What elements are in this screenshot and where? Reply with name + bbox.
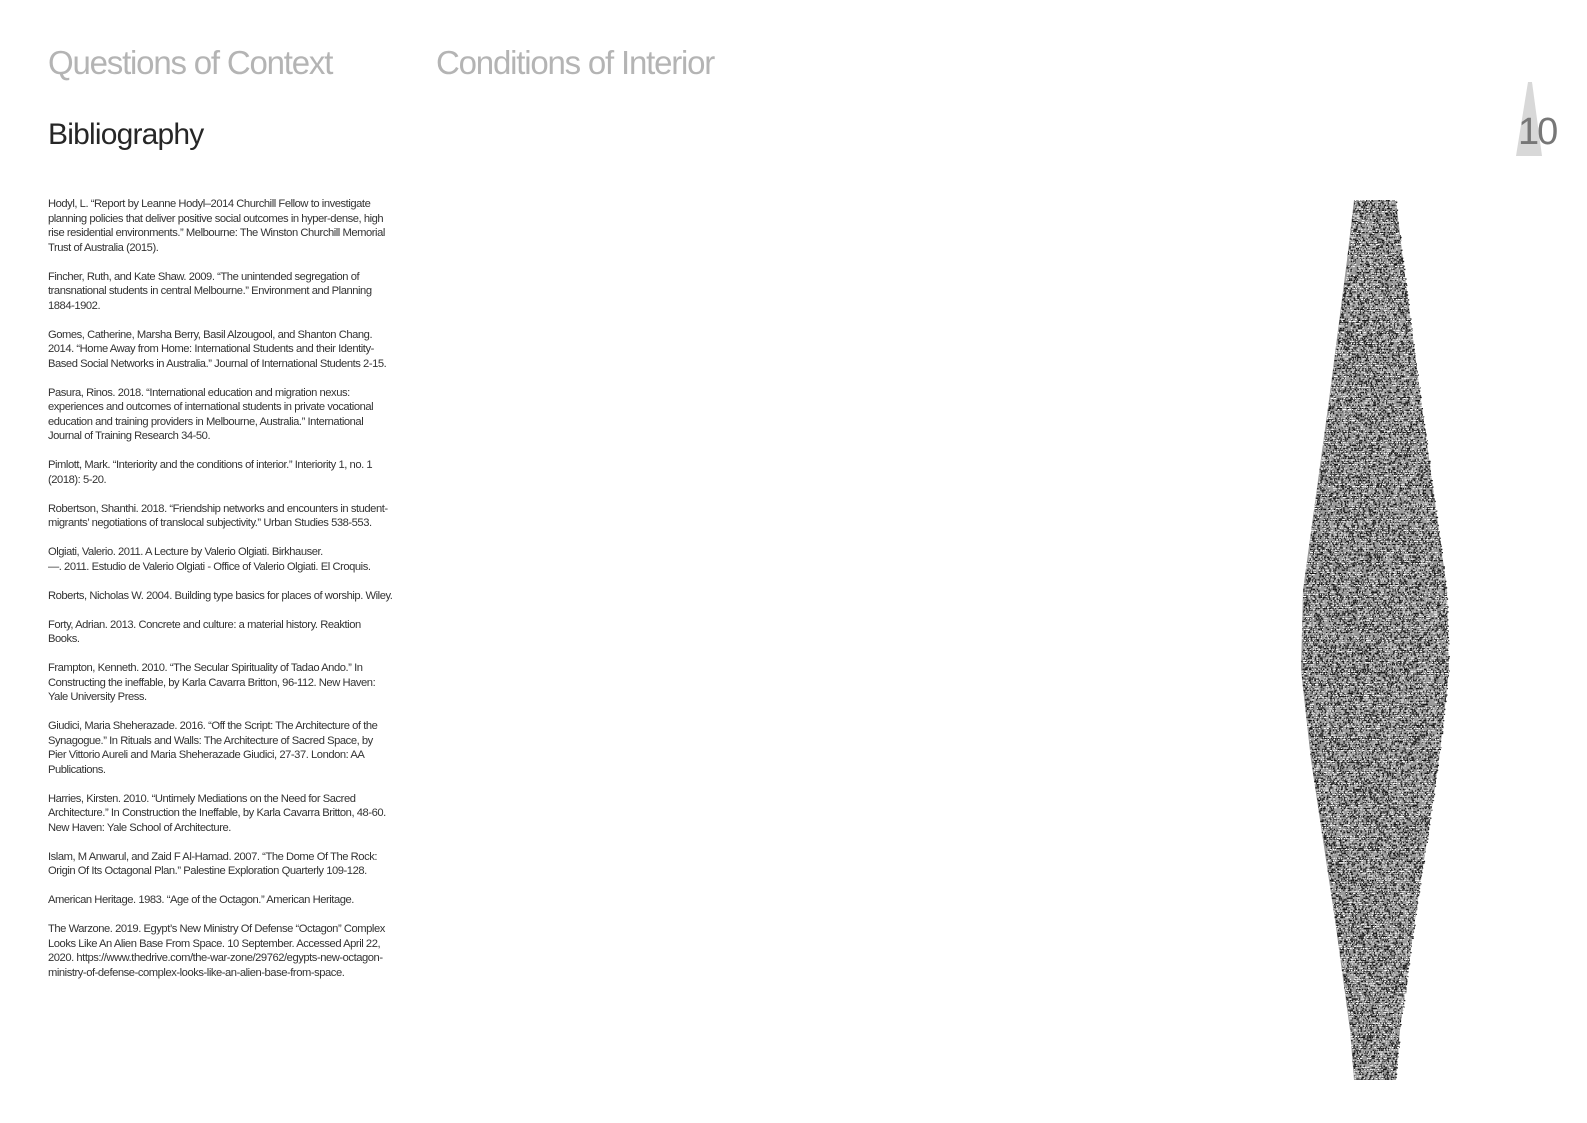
- section-heading-bibliography: Bibliography: [48, 118, 204, 151]
- stippled-column-figure: [1295, 200, 1455, 1080]
- bibliography-entry: Pasura, Rinos. 2018. “International education and migration nexus: experiences and outcomes of international students in private vocational education and training providers in Melbourne, Australia.” International Journal of Training Research 34-50.: [48, 386, 374, 442]
- bibliography-entry: Frampton, Kenneth. 2010. “The Secular Spirituality of Tadao Ando.” In Constructing the ineffable, by Karla Cavarra Britton, 96-112. New Haven: Yale University Press.: [48, 662, 376, 703]
- bibliography-list: [48, 197, 393, 995]
- bibliography-entry: Pimlott, Mark. “Interiority and the conditions of interior.” Interiority 1, no. 1 (2018): 5-20.: [48, 459, 373, 486]
- bibliography-entry: Roberts, Nicholas W. 2004. Building type basics for places of worship. Wiley.: [48, 589, 393, 602]
- bibliography-entry: Robertson, Shanthi. 2018. “Friendship networks and encounters in student-migrants’ negotiations of translocal subjectivity.” Urban Studies 538-553.: [48, 502, 388, 529]
- bibliography-entry: Forty, Adrian. 2013. Concrete and culture: a material history. Reaktion Books.: [48, 618, 361, 645]
- bibliography-entry: Hodyl, L. “Report by Leanne Hodyl–2014 Churchill Fellow to investigate planning policies that deliver positive social outcomes in hyper-dense, high rise residential environments.” Melbourne: The Winston Churchill Memorial Trust of Australia (2015).: [48, 198, 385, 254]
- header-title-questions-of-context: Questions of Context: [48, 44, 333, 81]
- bibliography-entry: The Warzone. 2019. Egypt’s New Ministry Of Defense “Octagon” Complex Looks Like An Alien Base From Space. 10 September. Accessed April 22, 2020. https://www.thedrive.com/the-war-zone/29762/egypts-new-octagon-ministry-of-defense-complex-looks-like-an-alien-base-from-space.: [48, 923, 385, 979]
- header-title-conditions-of-interior: Conditions of Interior: [436, 44, 715, 81]
- bibliography-entry: American Heritage. 1983. “Age of the Octagon.” American Heritage.: [48, 894, 354, 906]
- bibliography-entry: Giudici, Maria Sheherazade. 2016. “Off the Script: The Architecture of the Synagogue.” In Rituals and Walls: The Architecture of Sacred Space, by Pier Vittorio Aureli and Maria Sheherazade Giudici, 27-37. London: AA Publications.: [48, 720, 378, 776]
- bibliography-entry: Gomes, Catherine, Marsha Berry, Basil Alzougool, and Shanton Chang. 2014. “Home Away from Home: International Students and their Identity-Based Social Networks in Australia.” Journal of International Students 2-15.: [48, 328, 387, 370]
- bibliography-entry: Harries, Kirsten. 2010. “Untimely Mediations on the Need for Sacred Architecture.” In Construction the Ineffable, by Karla Cavarra Britton, 48-60. New Haven: Yale School of Architecture.: [48, 792, 386, 834]
- bibliography-entry: Islam, M Anwarul, and Zaid F Al-Hamad. 2007. “The Dome Of The Rock: Origin Of Its Octagonal Plan.” Palestine Exploration Quarterly 109-128.: [48, 850, 378, 877]
- stippled-column-illustration: [1295, 200, 1455, 1080]
- page-number: 10: [1518, 111, 1557, 153]
- bibliography-entry: Olgiati, Valerio. 2011. A Lecture by Valerio Olgiati. Birkhauser. —. 2011. Estudio de Valerio Olgiati - Office of Valerio Olgiati. El Croquis.: [48, 546, 371, 573]
- bibliography-entry: Fincher, Ruth, and Kate Shaw. 2009. “The unintended segregation of transnational students in central Melbourne.” Environment and Planning 1884-1902.: [48, 270, 372, 312]
